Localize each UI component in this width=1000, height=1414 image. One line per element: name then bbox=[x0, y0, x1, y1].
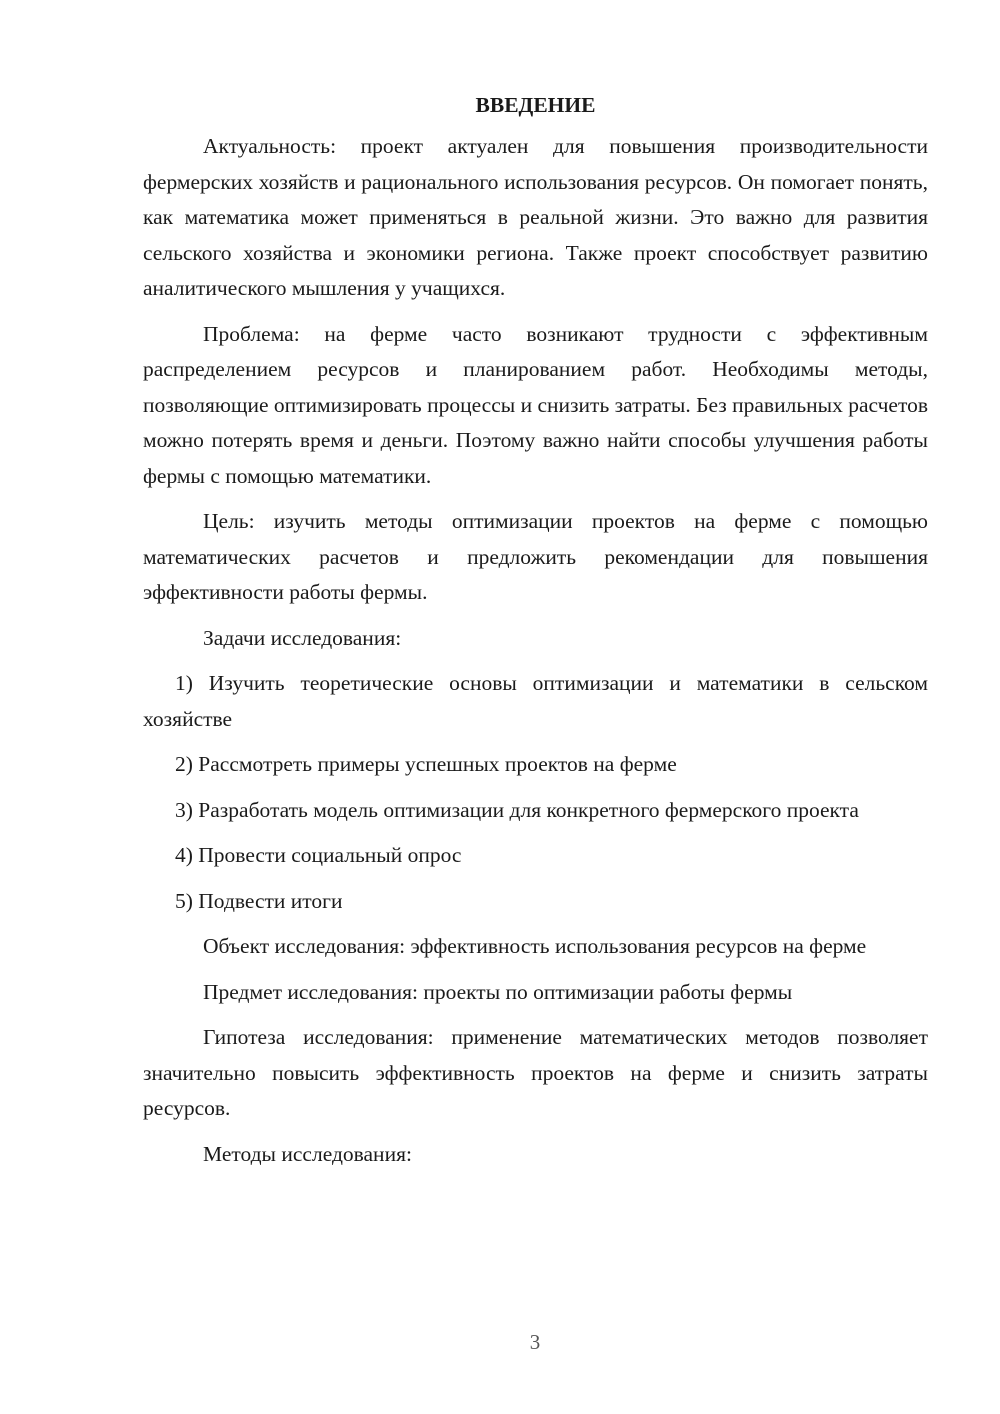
task-item-3: 3) Разработать модель оптимизации для конкретного фермерского проекта bbox=[175, 797, 859, 822]
paragraph-subject: Предмет исследования: проекты по оптимизации работы фермы bbox=[203, 979, 793, 1004]
task-item-1: 1) Изучить теоретические основы оптимизации и математики в сельском хозяйстве bbox=[143, 671, 928, 731]
methods-heading: Методы исследования: bbox=[203, 1141, 412, 1166]
task-item-4: 4) Провести социальный опрос bbox=[175, 843, 462, 867]
document-page bbox=[143, 88, 928, 1182]
paragraph-relevance: Актуальность: проект актуален для повышения производительности фермерских хозяйств и рационального использования ресурсов. Он помогает понять, как математика может применяться в реальной жизни. Это важно для развития сельского хозяйства и экономики региона. Также проект способствует развитию аналитического мышления у учащихся. bbox=[143, 134, 928, 300]
paragraph-object: Объект исследования: эффективность использования ресурсов на ферме bbox=[203, 934, 867, 958]
paragraph-goal: Цель: изучить методы оптимизации проектов на ферме с помощью математических расчетов и предложить рекомендации для повышения эффективности работы фермы. bbox=[143, 509, 928, 604]
tasks-heading: Задачи исследования: bbox=[203, 625, 402, 650]
section-title: ВВЕДЕНИЕ bbox=[475, 93, 596, 117]
task-item-2: 2) Рассмотреть примеры успешных проектов на ферме bbox=[175, 752, 677, 776]
task-item-5: 5) Подвести итоги bbox=[175, 888, 343, 913]
page-number: 3 bbox=[529, 1330, 541, 1354]
paragraph-hypothesis: Гипотеза исследования: применение математических методов позволяет значительно повысить эффективность проектов на ферме и снизить затраты ресурсов. bbox=[143, 1025, 928, 1120]
paragraph-problem: Проблема: на ферме часто возникают трудности с эффективным распределением ресурсов и планированием работ. Необходимы методы, позволяющие оптимизировать процессы и снизить затраты. Без правильных расчетов можно потерять время и деньги. Поэтому важно найти способы улучшения работы фермы с помощью математики. bbox=[143, 321, 928, 488]
